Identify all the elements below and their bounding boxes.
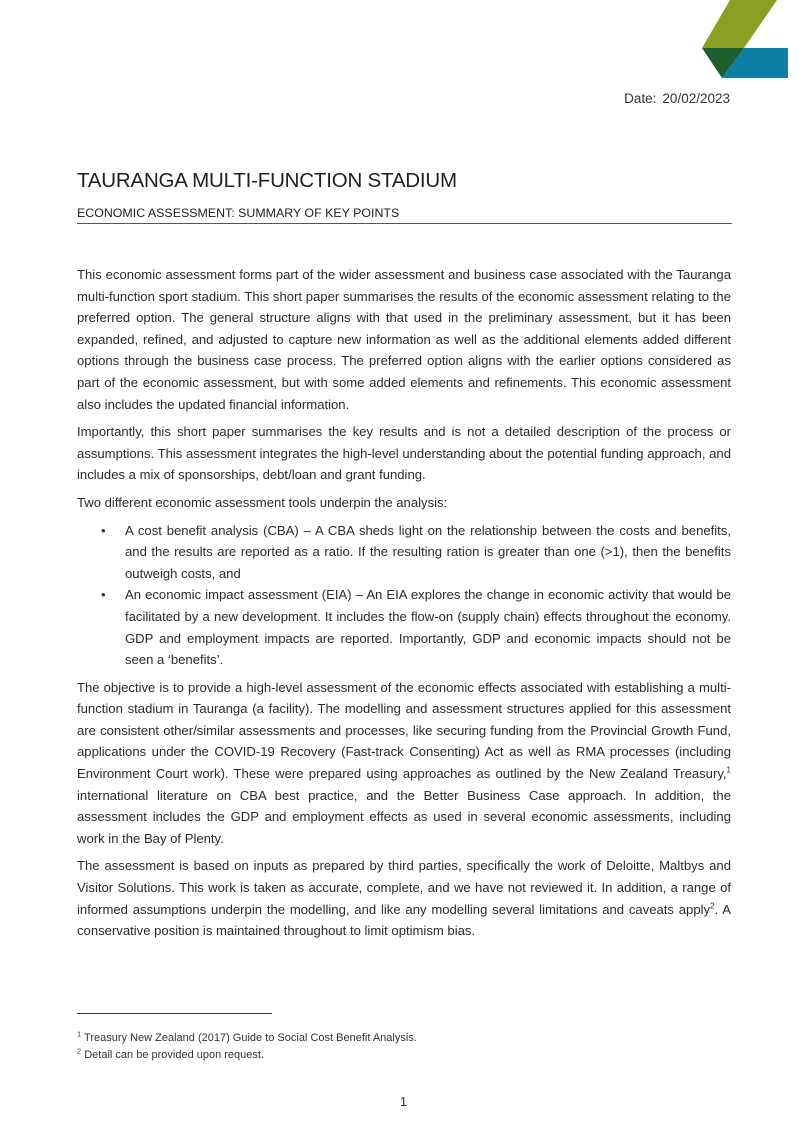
objective-text-2: international literature on CBA best practice, and the Better Business Case approach. In addition, the assessment includes the GDP and employment effects as used in several economic assessments, including work in the Bay of Plenty. xyxy=(77,787,731,846)
company-logo-icon xyxy=(700,0,790,78)
footnote-2-number: 2 xyxy=(77,1046,82,1056)
inputs-paragraph xyxy=(77,855,731,941)
footnote-2-text: Detail can be provided upon request. xyxy=(81,1049,265,1061)
list-item-eia: • An economic impact assessment (EIA) – An EIA explores the change in economic activity that would be facilitated by a new development. It includes the flow-on (supply chain) effects throughout the economy. GDP and employment impacts are reported. Importantly, GDP and economic impacts should not be seen a ‘benefits’. xyxy=(77,584,731,670)
list-item-cba: • A cost benefit analysis (CBA) – A CBA sheds light on the relationship between the costs and benefits, and the results are reported as a ratio. If the resulting ration is greater than one (>1), then the benefits outweigh costs, and xyxy=(77,520,731,585)
intro-paragraph: This economic assessment forms part of the wider assessment and business case associated with the Tauranga multi-function sport stadium. This short paper summarises the results of the economic assessment relating to the preferred option. The general structure aligns with that used in the preliminary assessment, but it has been expanded, refined, and adjusted to capture new information as well as the additional elements added different options through the business case process. The preferred option aligns with the earlier options considered as part of the economic assessment, but with some added elements and refinements. This economic assessment also includes the updated financial information. xyxy=(77,267,731,412)
footnote-1-number: 1 xyxy=(77,1029,82,1039)
importantly-paragraph: Importantly, this short paper summarises the key results and is not a detailed description of the process or assumptions. This assessment integrates the high-level understanding about the potential funding approach, and includes a mix of sponsorships, debt/loan and grant funding. xyxy=(77,424,731,483)
date-value: 20/02/2023 xyxy=(662,91,730,106)
footnote-divider xyxy=(77,1013,272,1014)
inputs-text-1: The assessment is based on inputs as prepared by third parties, specifically the work of Deloitte, Maltbys and Visitor Solutions. This work is taken as accurate, complete, and we have not reviewed it. In addition, a range of informed assumptions underpin the modelling, and like any modelling several limitations and caveats apply xyxy=(77,858,731,917)
page-number: 1 xyxy=(399,1094,408,1109)
tools-list xyxy=(77,520,731,671)
objective-text-1: The objective is to provide a high-level assessment of the economic effects associated with establishing a multi-function stadium in Tauranga (a facility). The modelling and assessment structures applied for this assessment are consistent other/similar assessments and processes, like securing funding from the Provincial Growth Fund, applications under the COVID-19 Recovery (Fast-track Consenting) Act as well as RMA processes (including Environment Court work). These were prepared using approaches as outlined by the New Zealand Treasury, xyxy=(77,679,731,782)
footnote-ref-1: 1 xyxy=(726,765,731,775)
objective-paragraph xyxy=(77,677,731,850)
footnote-1 xyxy=(77,1030,417,1047)
document-date xyxy=(624,91,730,106)
inputs-text-2: . A conservative position is maintained throughout to limit optimism bias. xyxy=(77,901,731,939)
footnote-1-text: Treasury New Zealand (2017) Guide to Social Cost Benefit Analysis. xyxy=(81,1032,417,1044)
document-body xyxy=(77,264,731,948)
footnotes xyxy=(77,1030,417,1064)
date-label: Date: xyxy=(624,91,657,106)
document-title: TAURANGA MULTI-FUNCTION STADIUM xyxy=(77,169,457,192)
tools-paragraph: Two different economic assessment tools underpin the analysis: xyxy=(77,494,448,510)
document-subtitle: ECONOMIC ASSESSMENT: SUMMARY OF KEY POINTS xyxy=(77,206,732,224)
footnote-2 xyxy=(77,1047,417,1064)
footnote-ref-2: 2 xyxy=(710,901,715,911)
